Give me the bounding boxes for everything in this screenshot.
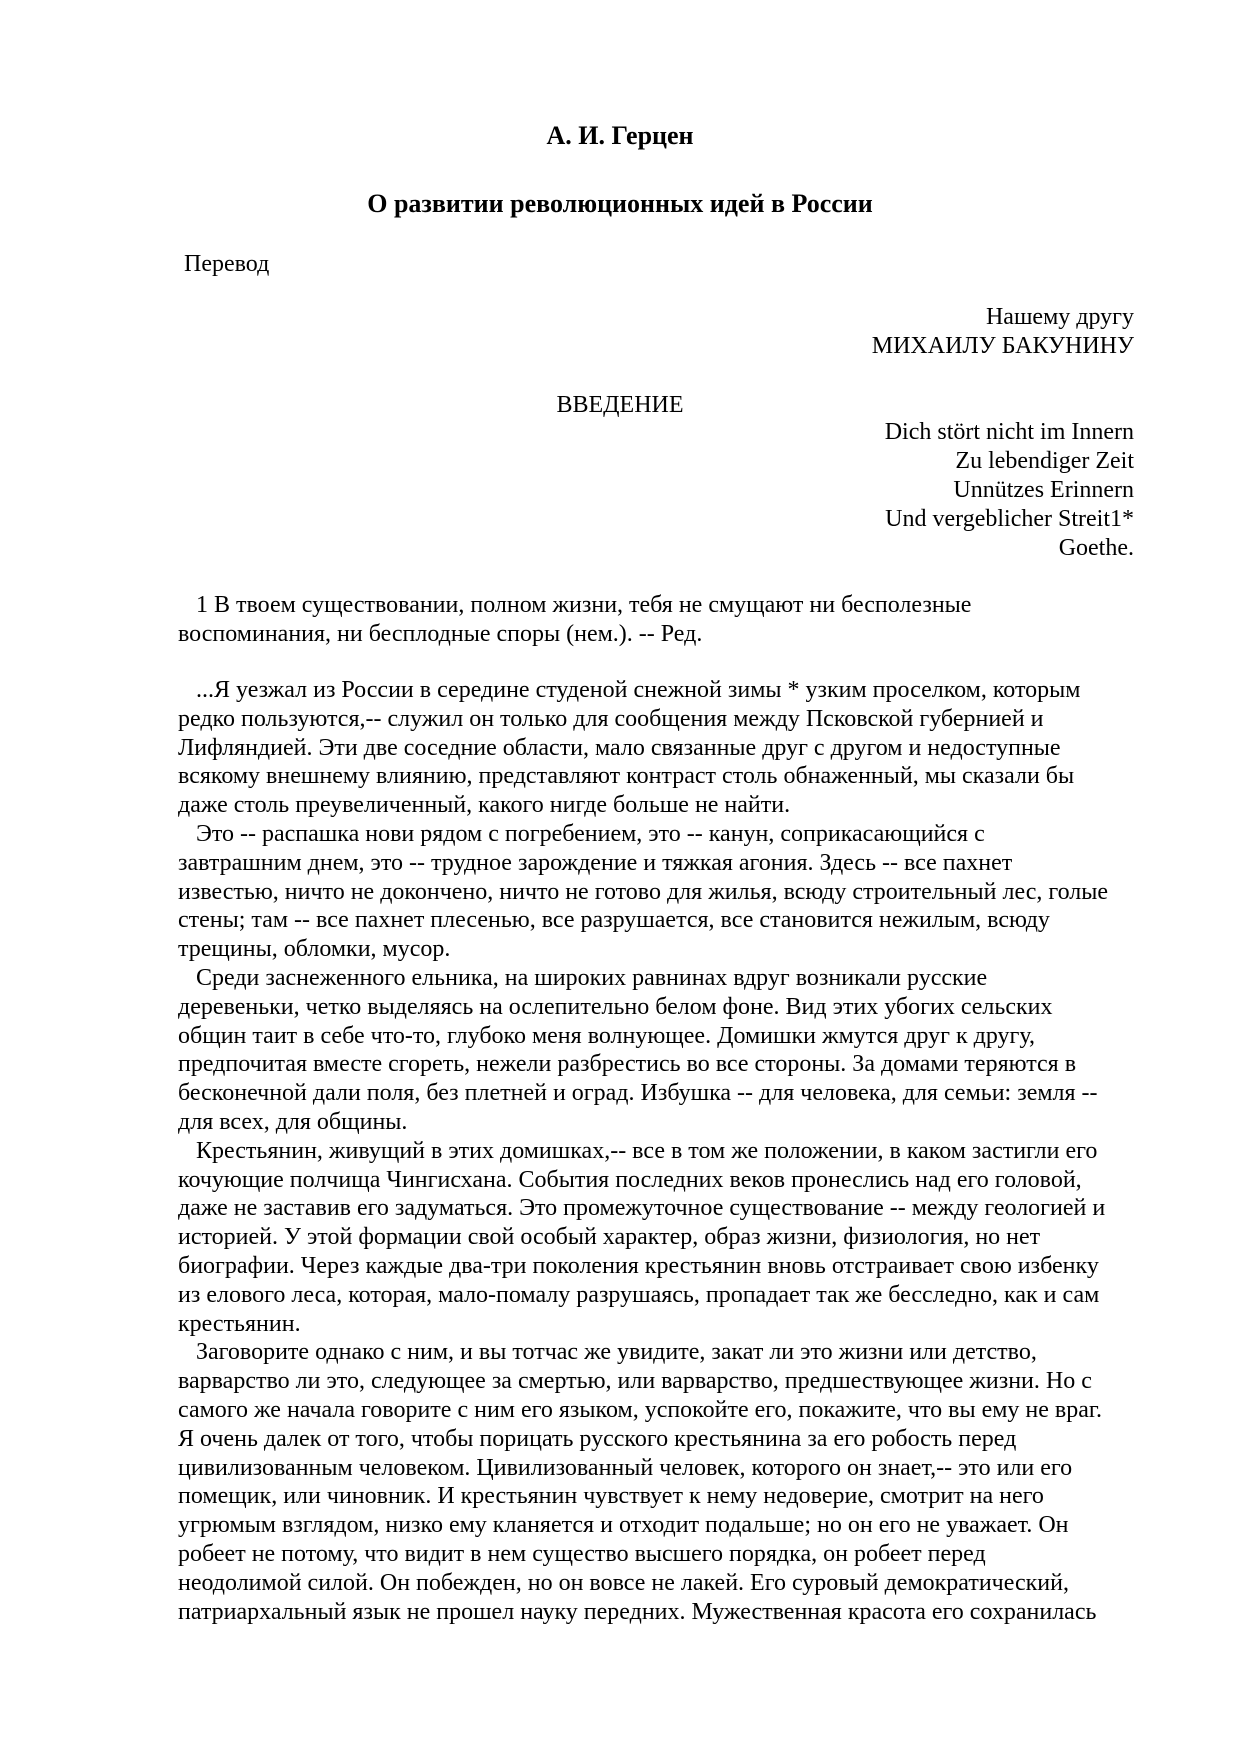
epigraph-attribution: Goethe. bbox=[1058, 535, 1134, 561]
body-line: варварство ли это, следующее за смертью, или варварство, предшествующее жизни. Но с bbox=[178, 1368, 1092, 1395]
footnote-line: 1 В твоем существовании, полном жизни, тебя не смущают ни бесполезные bbox=[196, 592, 972, 618]
body-line: даже столь преувеличенный, какого нигде больше не найти. bbox=[178, 792, 791, 819]
body-paragraph bbox=[178, 676, 1158, 820]
dedication bbox=[872, 303, 1134, 361]
body-text bbox=[178, 676, 1158, 1626]
body-line: редко пользуются,-- служил он только для сообщения между Псковской губернией и bbox=[178, 705, 1044, 732]
body-line: ...Я уезжал из России в середине студеной снежной зимы * узким проселком, которым bbox=[196, 677, 1081, 703]
body-line: всякому внешнему влиянию, представляют контраст столь обнаженный, мы сказали бы bbox=[178, 763, 1075, 790]
body-line: общин таит в себе что-то, глубоко меня волнующее. Домишки жмутся друг к другу, bbox=[178, 1022, 1035, 1049]
translation-label: Перевод bbox=[184, 251, 270, 277]
body-paragraph bbox=[178, 1137, 1158, 1339]
dedication-line: Нашему другу bbox=[985, 304, 1134, 330]
body-line: самого же начала говорите с ним его языком, успокойте его, покажите, что вы ему не враг. bbox=[178, 1396, 1103, 1423]
body-line: деревеньки, четко выделяясь на ослепительно белом фоне. Вид этих убогих сельских bbox=[178, 993, 1053, 1020]
body-line: крестьянин. bbox=[178, 1310, 301, 1337]
epigraph-line: Und vergeblicher Streit1* bbox=[885, 506, 1134, 532]
body-line: робеет не потому, что видит в нем существо высшего порядка, он робеет перед bbox=[178, 1540, 986, 1567]
body-paragraph bbox=[178, 1338, 1158, 1626]
body-line: бесконечной дали поля, без плетней и оград. Избушка -- для человека, для семьи: земля -- bbox=[178, 1080, 1098, 1107]
epigraph bbox=[885, 418, 1134, 563]
body-line: завтрашним днем, это -- трудное зарождение и тяжкая агония. Здесь -- все пахнет bbox=[178, 849, 1013, 876]
body-line: цивилизованным человеком. Цивилизованный человек, которого он знает,-- это или его bbox=[178, 1454, 1073, 1481]
body-paragraph bbox=[178, 820, 1158, 964]
body-line: угрюмым взглядом, низко ему кланяется и отходит подальше; но он его не уважает. Он bbox=[178, 1512, 1069, 1539]
body-line: для всех, для общины. bbox=[178, 1108, 408, 1135]
document-title: О развитии революционных идей в России bbox=[367, 189, 873, 218]
epigraph-line: Unnützes Erinnern bbox=[953, 477, 1134, 503]
epigraph-line: Dich stört nicht im Innern bbox=[884, 419, 1134, 445]
body-line: предпочитая вместе сгореть, нежели разбрестись во все стороны. За домами теряются в bbox=[178, 1051, 1077, 1078]
body-line: из елового леса, которая, мало-помалу разрушаясь, пропадает так же бесследно, как и сам bbox=[178, 1281, 1100, 1308]
body-line: трещины, обломки, мусор. bbox=[178, 936, 451, 963]
body-line: кочующие полчища Чингисхана. События последних веков пронеслись над его головой, bbox=[178, 1166, 1082, 1193]
body-line: стены; там -- все пахнет плесенью, все разрушается, все становится нежилым, всюду bbox=[178, 907, 1050, 934]
body-line: Заговорите однако с ним, и вы тотчас же увидите, закат ли это жизни или детство, bbox=[196, 1339, 1037, 1366]
body-line: патриархальный язык не прошел науку передних. Мужественная красота его сохранилась bbox=[178, 1598, 1097, 1625]
body-line: известью, ничто не докончено, ничто не готово для жилья, всюду строительный лес, голые bbox=[178, 878, 1109, 905]
author-name: А. И. Герцен bbox=[546, 121, 694, 150]
body-line: Крестьянин, живущий в этих домишках,-- все в том же положении, в каком застигли его bbox=[196, 1137, 1098, 1164]
dedication-line: МИХАИЛУ БАКУНИНУ bbox=[871, 333, 1134, 359]
body-line: неодолимой силой. Он побежден, но он вовсе не лакей. Его суровый демократический, bbox=[178, 1569, 1069, 1596]
body-line: даже не заставив его задуматься. Это промежуточное существование -- между геологией и bbox=[178, 1195, 1106, 1222]
body-line: биографии. Через каждые два-три поколения крестьянин вновь отстраивает свою избенку bbox=[178, 1252, 1099, 1279]
intro-heading: ВВЕДЕНИЕ bbox=[556, 392, 684, 418]
footnote-line: воспоминания, ни бесплодные споры (нем.). -- Ред. bbox=[178, 621, 703, 647]
body-line: Это -- распашка нови рядом с погребением, это -- канун, соприкасающийся с bbox=[196, 820, 985, 847]
body-line: Среди заснеженного ельника, на широких равнинах вдруг возникали русские bbox=[196, 964, 988, 991]
epigraph-line: Zu lebendiger Zeit bbox=[955, 448, 1134, 474]
body-line: историей. У этой формации свой особый характер, образ жизни, физиология, но нет bbox=[178, 1224, 1041, 1251]
body-line: помещик, или чиновник. И крестьянин чувствует к нему недоверие, смотрит на него bbox=[178, 1483, 1044, 1510]
footnote bbox=[178, 591, 1158, 649]
body-paragraph bbox=[178, 964, 1158, 1137]
body-line: Я очень далек от того, чтобы порицать русского крестьянина за его робость перед bbox=[178, 1425, 1017, 1452]
body-line: Лифляндией. Эти две соседние области, мало связанные друг с другом и недоступные bbox=[178, 734, 1061, 761]
